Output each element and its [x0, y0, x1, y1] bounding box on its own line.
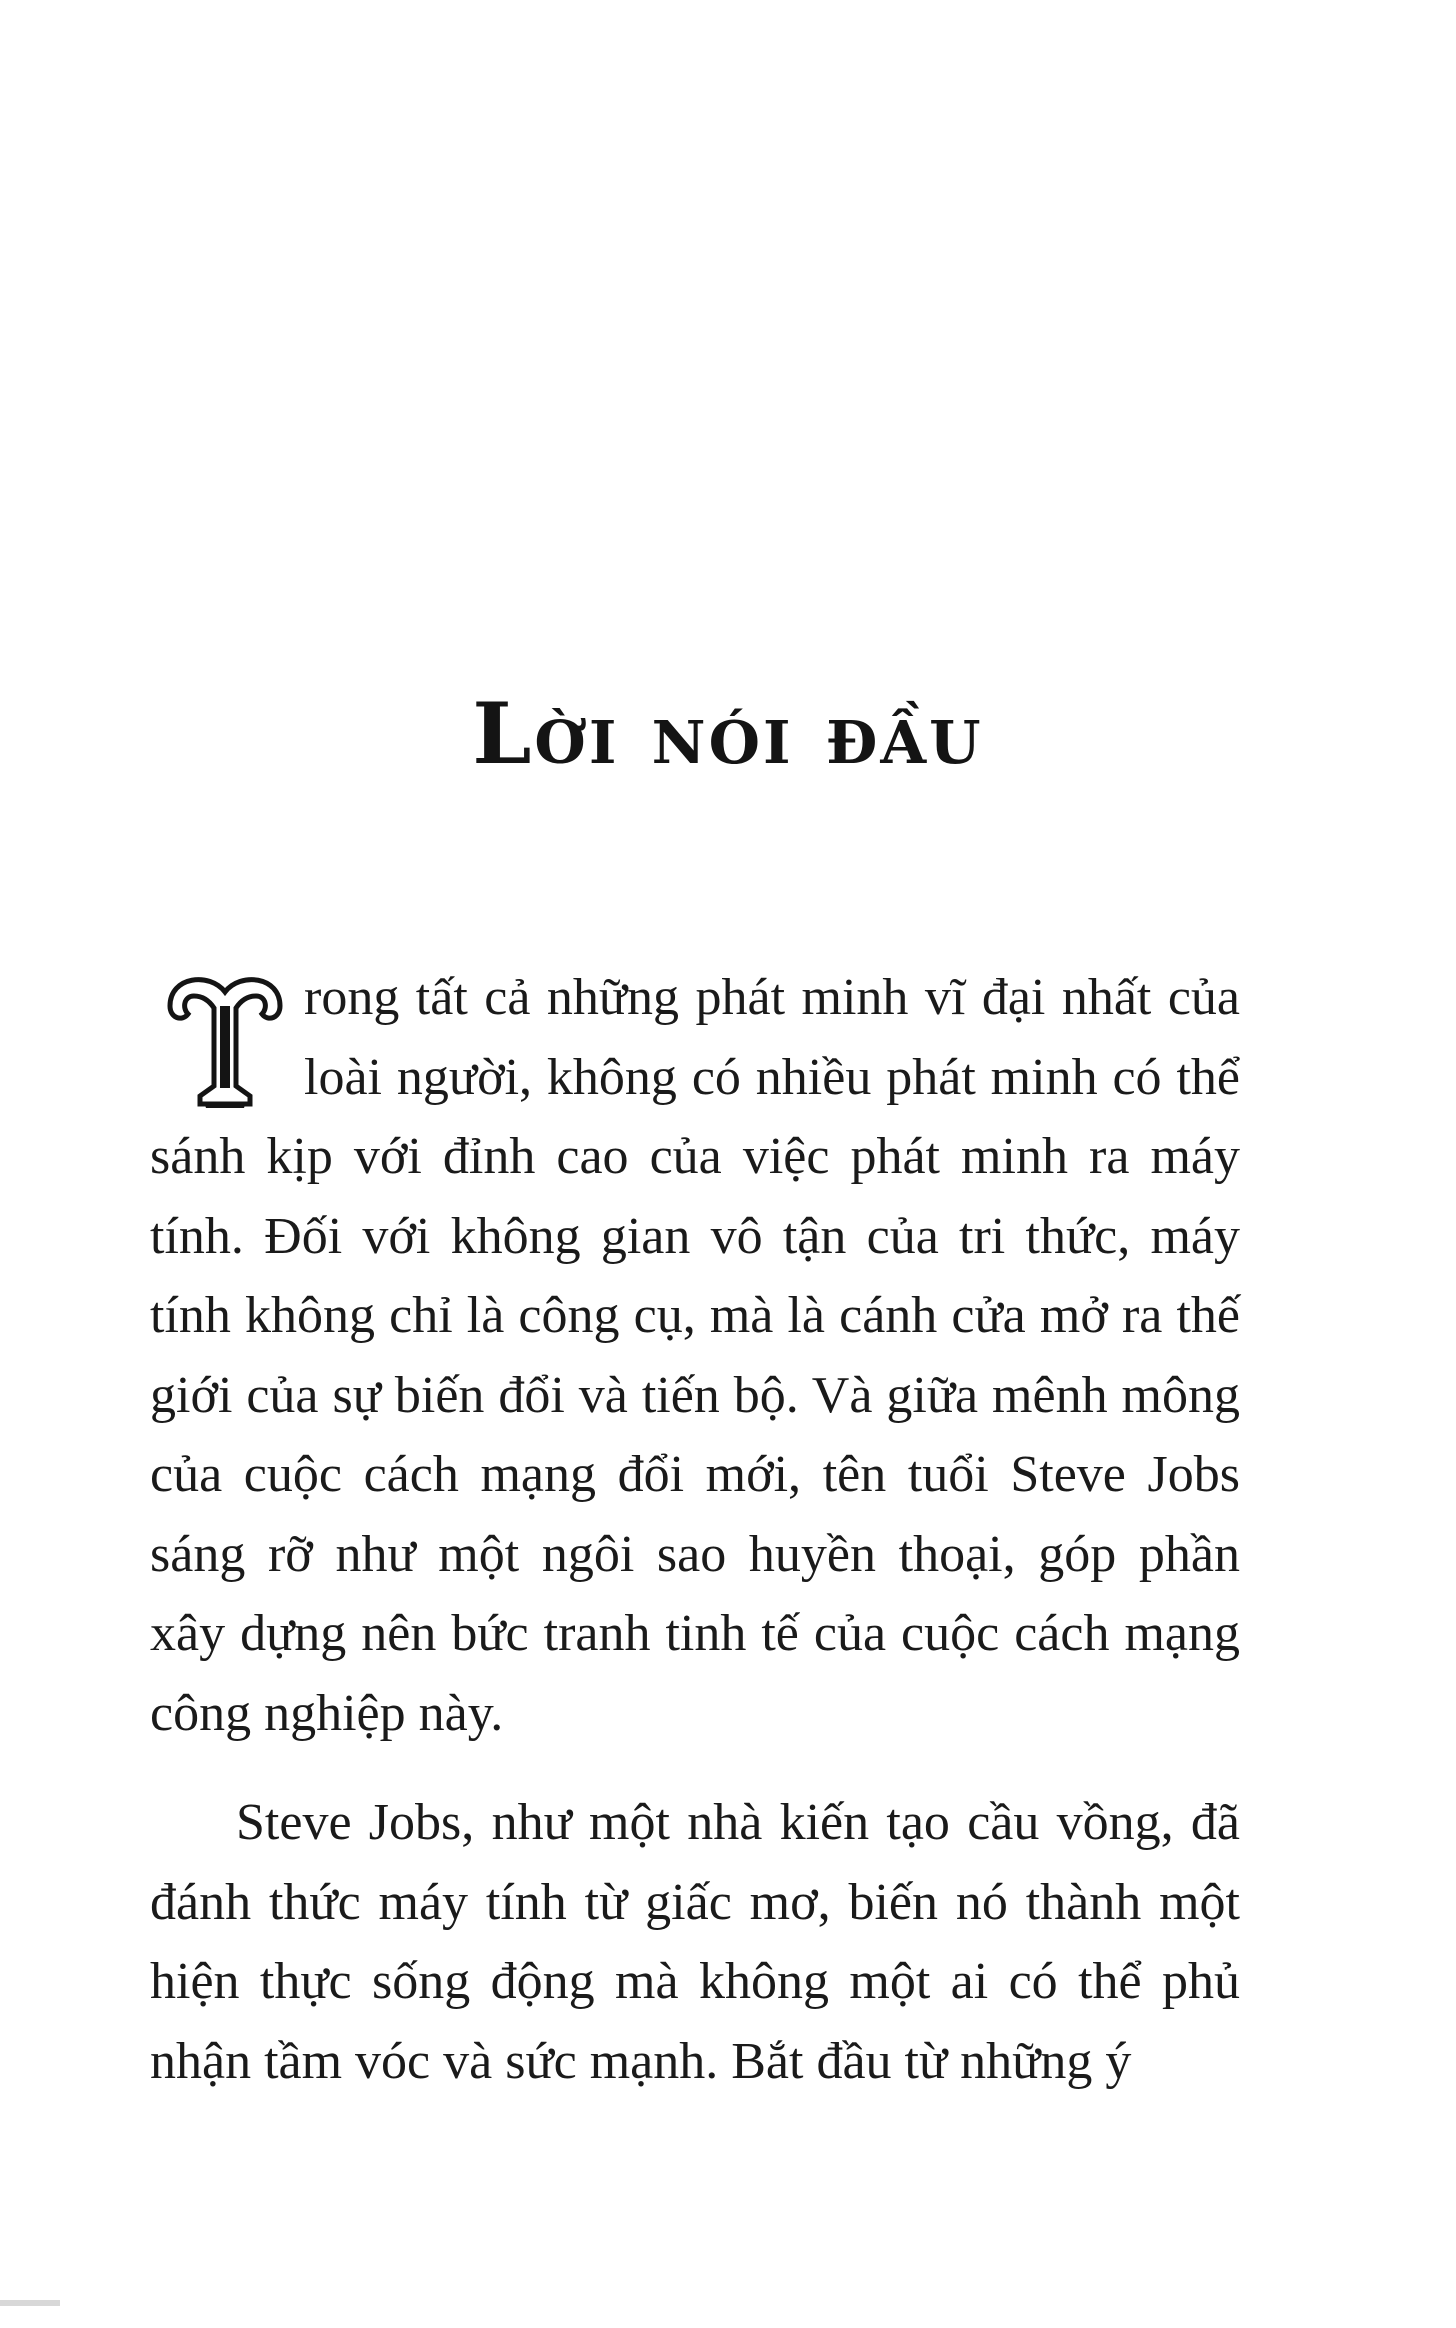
paragraph-2-text: Steve Jobs, như một nhà kiến tạo cầu vồng, đã đánh thức máy tính từ giấc mơ, biến nó thành một hiện thực sống động mà không một ai có thể phủ nhận tầm vóc và sức mạnh. Bắt đầu từ những ý [150, 1794, 1240, 2090]
page-edge-mark [0, 2300, 60, 2306]
paragraph-2 [150, 1783, 1240, 2101]
chapter-title: Lời nói đầu [472, 684, 984, 784]
paragraph-1-text: rong tất cả những phát minh vĩ đại nhất của loài người, không có nhiều phát minh có thể sánh kịp với đỉnh cao của việc phát minh ra máy tính. Đối với không gian vô tận của tri thức, máy tính không chỉ là công cụ, mà là cánh cửa mở ra thế giới của sự biến đổi và tiến bộ. Và giữa mênh mông của cuộc cách mạng đổi mới, tên tuổi Steve Jobs sáng rỡ như một ngôi sao huyền thoại, góp phần xây dựng nên bức tranh tinh tế của cuộc cách mạng công nghiệp này. [150, 969, 1240, 1742]
body-text [150, 958, 1240, 2101]
drop-cap-t-icon [150, 966, 300, 1116]
paragraph-1 [150, 958, 1240, 1753]
